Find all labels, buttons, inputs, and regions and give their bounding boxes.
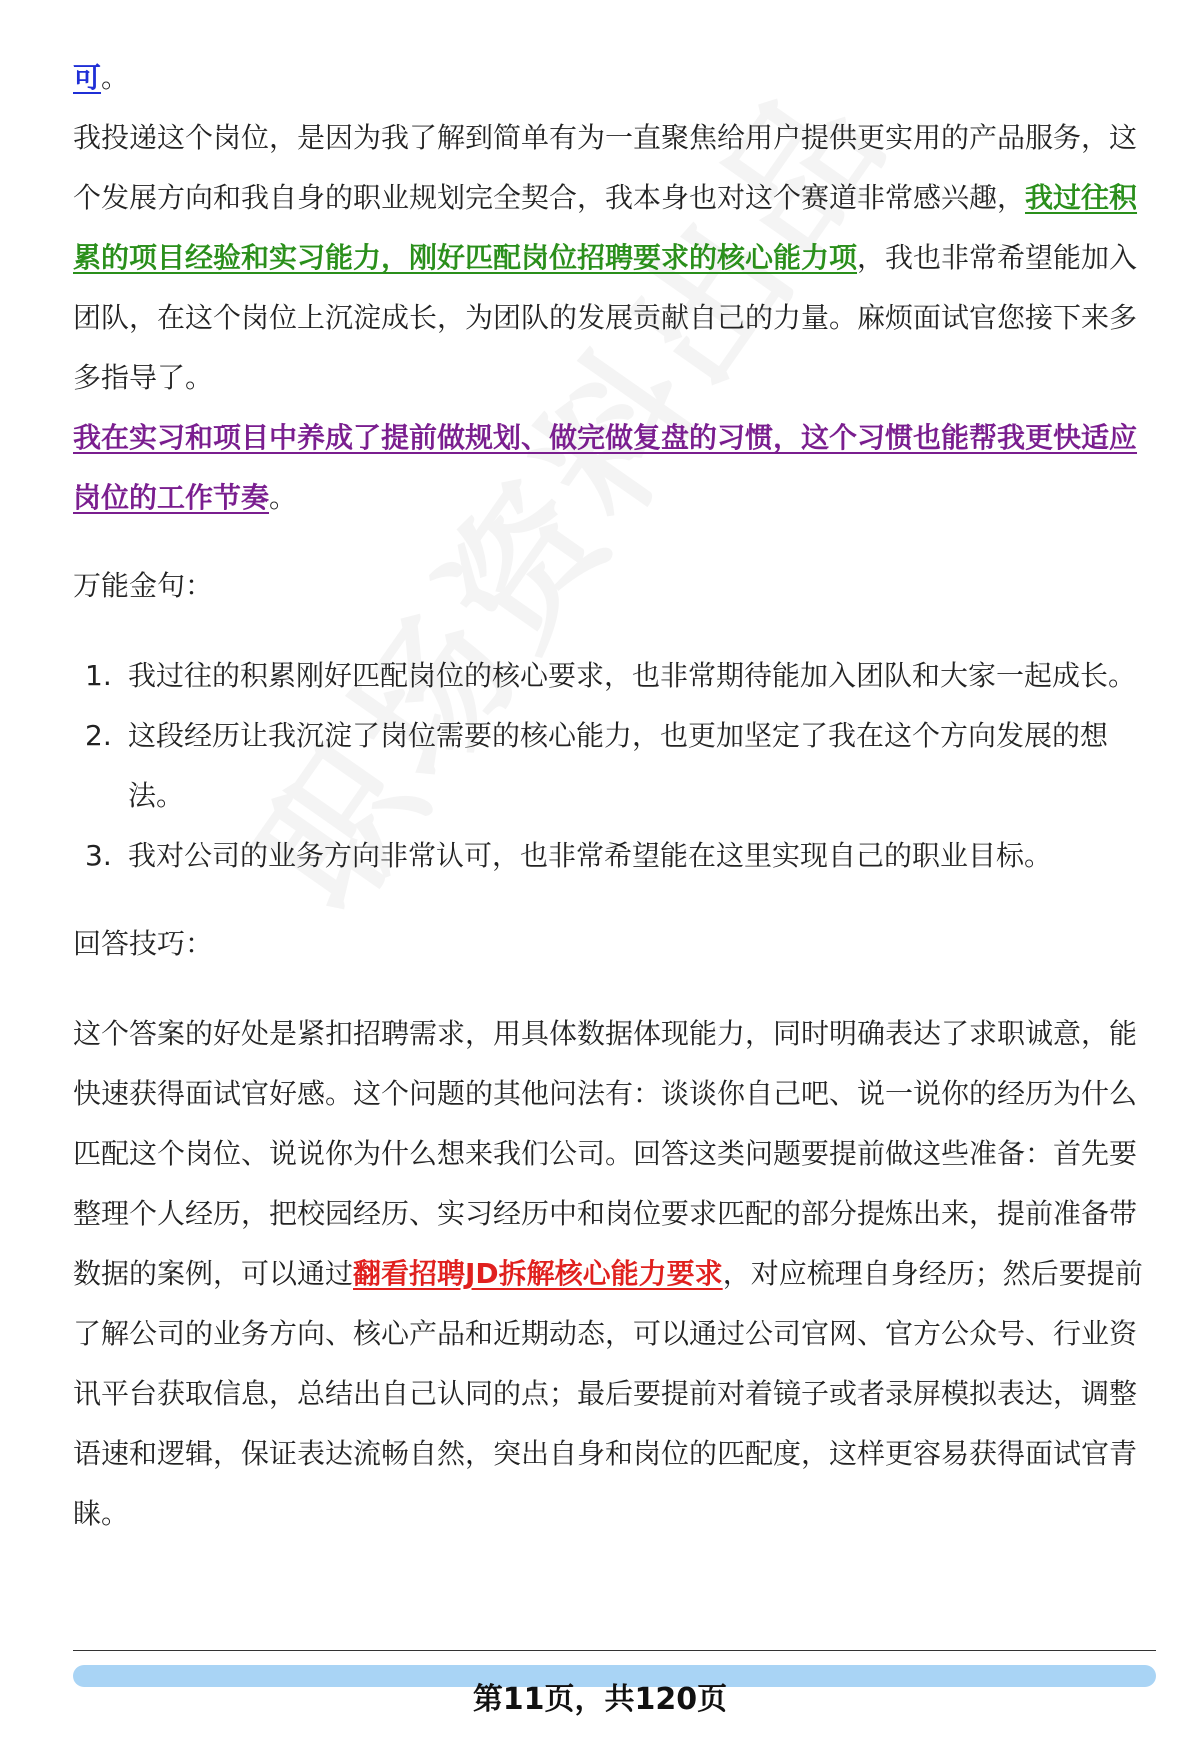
list-text: 我对公司的业务方向非常认可，也非常希望能在这里实现自己的职业目标。 [128,839,1053,872]
list-number: 1. [85,659,112,692]
intro-lead [73,48,1153,108]
list-text: 我过往的积累刚好匹配岗位的核心要求，也非常期待能加入团队和大家一起成长。 [128,659,1137,692]
paragraph-tail: 。 [269,481,298,514]
page-number: 第11页，共120页 [472,1682,728,1717]
intro-paragraph-2 [73,408,1153,528]
list-text: 这段经历让我沉淀了岗位需要的核心能力，也更加坚定了我在这个方向发展的想法。 [128,719,1109,812]
document-body [73,48,1153,1544]
emphasis-text: 我在实习和项目中养成了提前做规划、做完做复盘的习惯，这个习惯也能帮我更快适应岗位的工作节奏 [73,421,1138,514]
footer-divider [73,1650,1156,1651]
list-item [73,826,1153,886]
paragraph-text: ，对应梳理自身经历；然后要提前了解公司的业务方向、核心产品和近期动态，可以通过公司官网、官方公众号、行业资讯平台获取信息，总结出自己认同的点；最后要提前对着镜子或者录屏模拟表达，调整语速和逻辑，保证表达流畅自然，突出自身和岗位的匹配度，这样更容易获得面试官青睐。 [73,1257,1143,1530]
list-item [73,646,1153,706]
list-item [73,706,1153,826]
paragraph-text: ，我也非常希望能加入团队，在这个岗位上沉淀成长，为团队的发展贡献自己的力量。麻烦面试官您接下来多多指导了。 [73,241,1138,394]
list-number: 3. [85,839,112,872]
paragraph-text: 这个答案的好处是紧扣招聘需求，用具体数据体现能力，同时明确表达了求职诚意，能快速获得面试官好感。这个问题的其他问法有：谈谈你自己吧、说一说你的经历为什么匹配这个岗位、说说你为什么想来我们公司。回答这类问题要提前做这些准备：首先要整理个人经历，把校园经历、实习经历中和岗位要求匹配的部分提炼出来，提前准备带数据的案例，可以通过 [73,1017,1138,1290]
golden-sentences-list [73,646,1153,886]
golden-sentences-title: 万能金句： [73,569,214,602]
lead-tail: 。 [101,61,130,94]
answer-tips-paragraph [73,1004,1153,1544]
paragraph-text: 我投递这个岗位，是因为我了解到简单有为一直聚焦给用户提供更实用的产品服务，这个发展方向和我自身的职业规划完全契合，我本身也对这个赛道非常感兴趣， [73,121,1138,214]
emphasis-text: 翻看招聘JD拆解核心能力要求 [353,1257,723,1290]
list-number: 2. [85,719,112,752]
answer-tips-title: 回答技巧： [73,927,214,960]
emphasis-text: 可 [73,61,102,94]
emphasis-text: 我过往积累的项目经验和实习能力，刚好匹配岗位招聘要求的核心能力项 [73,181,1138,274]
intro-paragraph-1 [73,108,1153,408]
